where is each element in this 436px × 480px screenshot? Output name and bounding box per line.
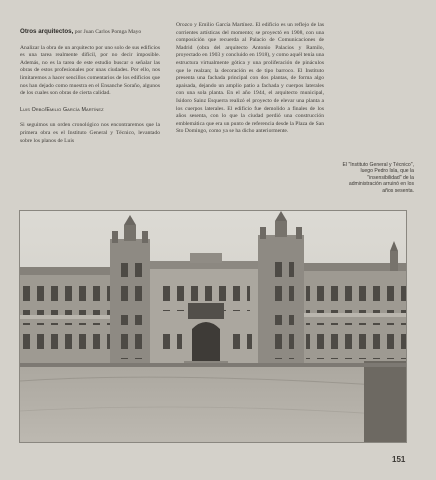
paragraph: Si seguimos un orden cronológico nos encontraremos que la primera obra es el Instituto General y Técnico, levantado sobre los planos de Luis (20, 122, 160, 144)
article-byline: por Juan Carlos Pomga Mayo (73, 29, 142, 35)
section-heading: Luis Orbo/Emilio García Martínez (20, 106, 104, 113)
article-title: Otros arquitectos, (20, 28, 74, 35)
building-photograph (19, 210, 407, 443)
paragraph: Analizar la obra de un arquitecto por uno solo de sus edificios es una tarea realmente difícil, por no decir imposible. Además, no es la tarea de este estudio buscar o señalar las obras de estos profesionales por unas ciudades. Por ello, nos limitaremos a hacer sencillos comentarios de los edificios que nos han dejado como muestra en el Ensanche Soraño, algunos de los cuales son obras de cierta calidad. (20, 44, 160, 97)
text-column-right (176, 22, 324, 136)
photo-caption: El "Instituto General y Técnico", luego Pedro Isla, que la "insensibilidad" de la administración arruinó en los años sesenta. (342, 162, 414, 194)
page-number: 151 (392, 455, 406, 464)
text-column-left (20, 28, 160, 145)
paragraph: Orozco y Emilio García Martínez. El edificio es un reflejo de las corrientes artísticas del momento; se proyectó en 1908, con una composición que recuerda al Palacio de Comunicaciones de Madrid (obra del arquitecto Antonio Palacios y Ramilo, proyectado en 1903 y concluido en 1918), y como aquél tenía una estructura virtualmente gótica y una proliferación de pináculos que le realzan; la decoración es de tipo barroco. El Instituto presenta una fachada principal con dos plantas, de forma algo apaisada, dejando un amplio patio a fachada y cuerpos laterales con una sola planta. En el año 1944, el arquitecto municipal, Isidoro Sainz Esquerra realizó el proyecto de elevar una planta a los cuerpos laterales. El edificio fue demolido a finales de los años sesenta, con lo que la ciudad perdió una construcción emblemática que era un punto de referencia desde la Plaza de San Sto Domingo, como ya se ha dicho anteriormente. (176, 22, 324, 135)
article-heading (20, 28, 160, 37)
